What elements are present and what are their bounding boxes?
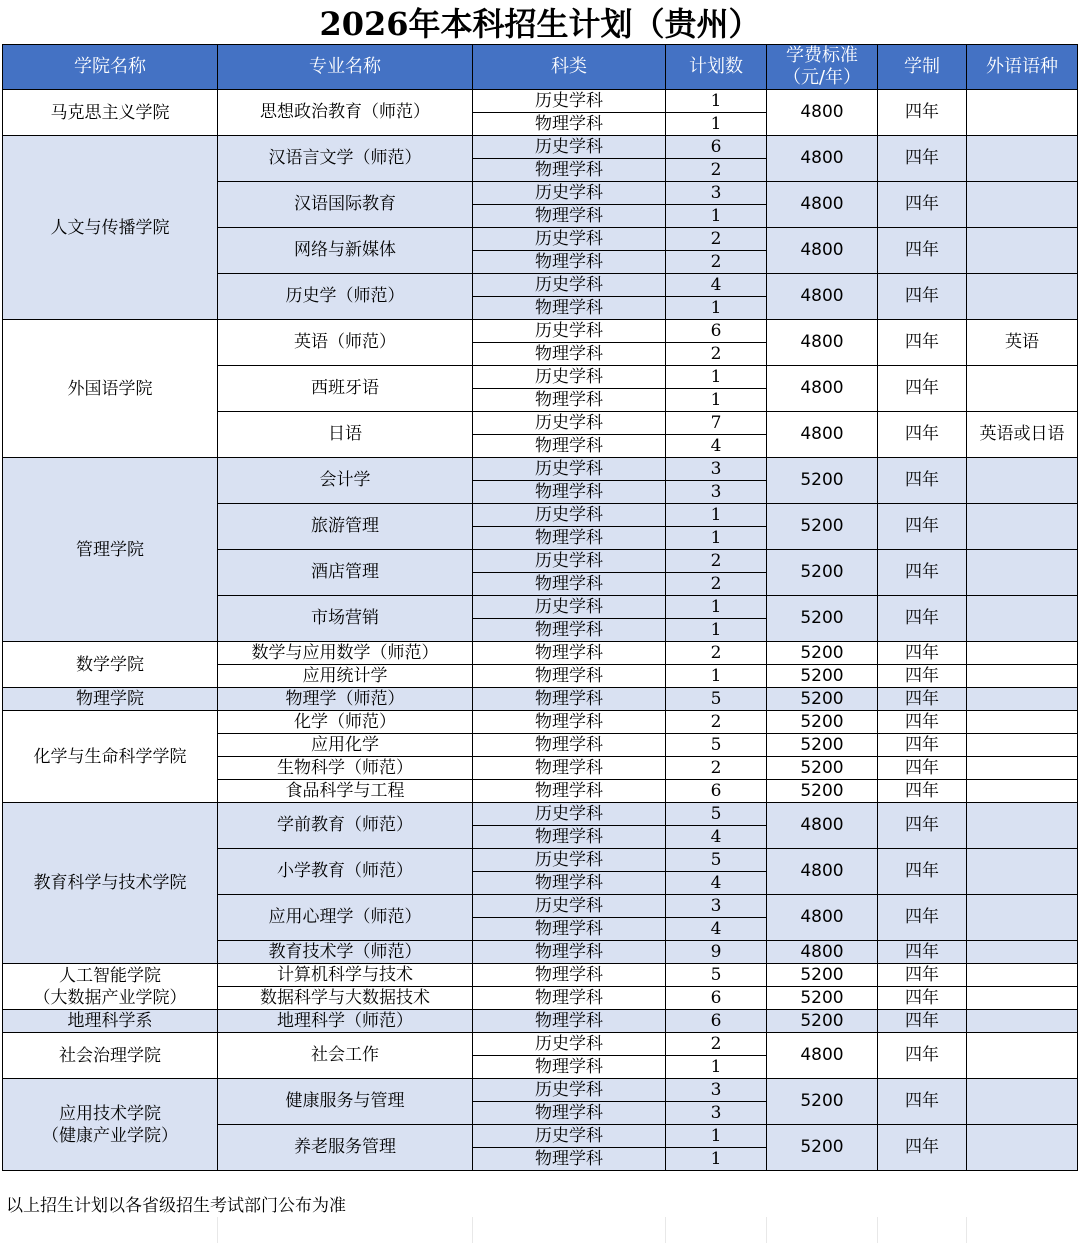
tuition-fee: 4800	[767, 182, 878, 228]
subject-category: 物理学科	[473, 435, 666, 458]
tuition-fee: 4800	[767, 1033, 878, 1079]
study-duration: 四年	[878, 182, 967, 228]
table-row	[3, 1079, 1078, 1102]
subject-category: 物理学科	[473, 780, 666, 803]
footnote: 以上招生计划以各省级招生考试部门公布为准	[6, 1196, 346, 1216]
table-row	[3, 1010, 1078, 1033]
foreign-language	[967, 803, 1078, 849]
header-plan-count: 计划数	[666, 45, 767, 90]
study-duration: 四年	[878, 757, 967, 780]
plan-count: 1	[666, 1125, 767, 1148]
tuition-fee: 4800	[767, 849, 878, 895]
foreign-language	[967, 504, 1078, 550]
subject-category: 物理学科	[473, 826, 666, 849]
school-name	[3, 320, 218, 458]
school-name	[3, 458, 218, 642]
major-name: 西班牙语	[218, 366, 473, 412]
major-name: 生物科学（师范）	[218, 757, 473, 780]
tuition-fee: 4800	[767, 136, 878, 182]
table-row	[3, 1033, 1078, 1056]
plan-count: 2	[666, 711, 767, 734]
study-duration: 四年	[878, 1079, 967, 1125]
foreign-language	[967, 458, 1078, 504]
tuition-fee: 5200	[767, 757, 878, 780]
plan-count: 1	[666, 665, 767, 688]
subject-category: 历史学科	[473, 803, 666, 826]
study-duration: 四年	[878, 596, 967, 642]
foreign-language	[967, 849, 1078, 895]
subject-category: 物理学科	[473, 343, 666, 366]
plan-count: 2	[666, 642, 767, 665]
foreign-language	[967, 688, 1078, 711]
subject-category: 历史学科	[473, 849, 666, 872]
subject-category: 物理学科	[473, 113, 666, 136]
study-duration: 四年	[878, 412, 967, 458]
study-duration: 四年	[878, 688, 967, 711]
major-name: 计算机科学与技术	[218, 964, 473, 987]
major-name: 应用心理学（师范）	[218, 895, 473, 941]
tuition-fee: 5200	[767, 665, 878, 688]
foreign-language	[967, 642, 1078, 665]
school-name	[3, 964, 218, 1010]
major-name: 汉语国际教育	[218, 182, 473, 228]
subject-category: 物理学科	[473, 941, 666, 964]
subject-category: 历史学科	[473, 182, 666, 205]
subject-category: 历史学科	[473, 1033, 666, 1056]
tuition-fee: 4800	[767, 895, 878, 941]
school-name	[3, 1010, 218, 1033]
table-row	[3, 642, 1078, 665]
plan-count: 5	[666, 803, 767, 826]
plan-count: 5	[666, 688, 767, 711]
study-duration: 四年	[878, 711, 967, 734]
foreign-language	[967, 757, 1078, 780]
tuition-fee: 5200	[767, 780, 878, 803]
subject-category: 历史学科	[473, 550, 666, 573]
plan-count: 7	[666, 412, 767, 435]
foreign-language	[967, 987, 1078, 1010]
table-row	[3, 711, 1078, 734]
school-name-text: 外国语学院	[67, 378, 153, 399]
plan-count: 4	[666, 872, 767, 895]
major-name: 网络与新媒体	[218, 228, 473, 274]
foreign-language	[967, 228, 1078, 274]
subject-category: 物理学科	[473, 251, 666, 274]
foreign-language: 英语	[967, 320, 1078, 366]
tuition-fee: 5200	[767, 550, 878, 596]
major-name: 小学教育（师范）	[218, 849, 473, 895]
plan-count: 2	[666, 343, 767, 366]
school-name-text: 化学与生命科学学院	[33, 746, 187, 767]
study-duration: 四年	[878, 987, 967, 1010]
spreadsheet-grid-lines	[0, 1217, 1080, 1243]
school-name	[3, 1079, 218, 1171]
subject-category: 物理学科	[473, 527, 666, 550]
tuition-fee: 5200	[767, 458, 878, 504]
tuition-fee: 4800	[767, 320, 878, 366]
major-name: 食品科学与工程	[218, 780, 473, 803]
school-name	[3, 688, 218, 711]
major-name: 应用化学	[218, 734, 473, 757]
plan-count: 1	[666, 527, 767, 550]
tuition-fee: 4800	[767, 228, 878, 274]
subject-category: 物理学科	[473, 688, 666, 711]
major-name: 地理科学（师范）	[218, 1010, 473, 1033]
foreign-language	[967, 734, 1078, 757]
subject-category: 物理学科	[473, 964, 666, 987]
tuition-fee: 4800	[767, 412, 878, 458]
study-duration: 四年	[878, 780, 967, 803]
major-name: 日语	[218, 412, 473, 458]
tuition-fee: 5200	[767, 1079, 878, 1125]
school-name	[3, 1033, 218, 1079]
foreign-language	[967, 366, 1078, 412]
header-category: 科类	[473, 45, 666, 90]
tuition-fee: 5200	[767, 964, 878, 987]
header-duration: 学制	[878, 45, 967, 90]
study-duration: 四年	[878, 964, 967, 987]
subject-category: 历史学科	[473, 1079, 666, 1102]
study-duration: 四年	[878, 849, 967, 895]
school-name-text: 应用技术学院 （健康产业学院）	[42, 1103, 178, 1146]
subject-category: 历史学科	[473, 90, 666, 113]
tuition-fee: 5200	[767, 642, 878, 665]
plan-count: 2	[666, 757, 767, 780]
school-name	[3, 711, 218, 803]
plan-count: 1	[666, 90, 767, 113]
plan-count: 1	[666, 596, 767, 619]
subject-category: 物理学科	[473, 481, 666, 504]
subject-category: 历史学科	[473, 412, 666, 435]
table-row	[3, 320, 1078, 343]
header-language: 外语语种	[967, 45, 1078, 90]
foreign-language	[967, 596, 1078, 642]
foreign-language	[967, 274, 1078, 320]
study-duration: 四年	[878, 734, 967, 757]
major-name: 物理学（师范）	[218, 688, 473, 711]
foreign-language	[967, 1125, 1078, 1171]
school-name-text: 教育科学与技术学院	[33, 873, 187, 893]
foreign-language	[967, 136, 1078, 182]
subject-category: 物理学科	[473, 1056, 666, 1079]
subject-category: 物理学科	[473, 734, 666, 757]
tuition-fee: 4800	[767, 274, 878, 320]
major-name: 市场营销	[218, 596, 473, 642]
plan-count: 1	[666, 113, 767, 136]
tuition-fee: 4800	[767, 803, 878, 849]
foreign-language	[967, 1033, 1078, 1079]
tuition-fee: 5200	[767, 596, 878, 642]
plan-count: 2	[666, 573, 767, 596]
plan-count: 6	[666, 780, 767, 803]
header-tuition: 学费标准（元/年）	[767, 45, 878, 90]
school-name-text: 人文与传播学院	[50, 217, 170, 238]
plan-count: 3	[666, 481, 767, 504]
tuition-fee: 4800	[767, 90, 878, 136]
tuition-fee: 5200	[767, 987, 878, 1010]
foreign-language	[967, 1010, 1078, 1033]
major-name: 思想政治教育（师范）	[218, 90, 473, 136]
plan-count: 4	[666, 918, 767, 941]
plan-count: 3	[666, 1079, 767, 1102]
school-name	[3, 136, 218, 320]
plan-count: 5	[666, 964, 767, 987]
plan-count: 1	[666, 205, 767, 228]
plan-count: 1	[666, 366, 767, 389]
plan-count: 1	[666, 1056, 767, 1079]
subject-category: 历史学科	[473, 136, 666, 159]
major-name: 教育技术学（师范）	[218, 941, 473, 964]
plan-count: 2	[666, 1033, 767, 1056]
school-name	[3, 90, 218, 136]
table-row	[3, 136, 1078, 159]
school-name-text: 人工智能学院 （大数据产业学院）	[33, 965, 187, 1008]
subject-category: 历史学科	[473, 274, 666, 297]
study-duration: 四年	[878, 895, 967, 941]
plan-count: 9	[666, 941, 767, 964]
plan-count: 6	[666, 136, 767, 159]
subject-category: 物理学科	[473, 642, 666, 665]
study-duration: 四年	[878, 642, 967, 665]
major-name: 数学与应用数学（师范）	[218, 642, 473, 665]
major-name: 旅游管理	[218, 504, 473, 550]
study-duration: 四年	[878, 1010, 967, 1033]
subject-category: 物理学科	[473, 665, 666, 688]
foreign-language	[967, 895, 1078, 941]
school-name-text: 地理科学系	[67, 1011, 153, 1031]
major-name: 养老服务管理	[218, 1125, 473, 1171]
foreign-language	[967, 182, 1078, 228]
major-name: 健康服务与管理	[218, 1079, 473, 1125]
page-title: 2026年本科招生计划（贵州）	[319, 5, 761, 43]
tuition-fee: 5200	[767, 688, 878, 711]
plan-count: 2	[666, 159, 767, 182]
foreign-language: 英语或日语	[967, 412, 1078, 458]
table-row	[3, 458, 1078, 481]
school-name	[3, 803, 218, 964]
header-school: 学院名称	[3, 45, 218, 90]
table-row	[3, 90, 1078, 113]
study-duration: 四年	[878, 1125, 967, 1171]
subject-category: 物理学科	[473, 159, 666, 182]
plan-count: 3	[666, 182, 767, 205]
plan-count: 1	[666, 389, 767, 412]
subject-category: 物理学科	[473, 918, 666, 941]
plan-count: 6	[666, 1010, 767, 1033]
subject-category: 历史学科	[473, 320, 666, 343]
subject-category: 物理学科	[473, 389, 666, 412]
study-duration: 四年	[878, 504, 967, 550]
school-name	[3, 642, 218, 688]
major-name: 历史学（师范）	[218, 274, 473, 320]
subject-category: 物理学科	[473, 205, 666, 228]
major-name: 数据科学与大数据技术	[218, 987, 473, 1010]
school-name-text: 数学学院	[76, 654, 144, 675]
foreign-language	[967, 711, 1078, 734]
plan-count: 4	[666, 274, 767, 297]
study-duration: 四年	[878, 136, 967, 182]
school-name-text: 物理学院	[76, 689, 144, 709]
study-duration: 四年	[878, 1033, 967, 1079]
study-duration: 四年	[878, 366, 967, 412]
study-duration: 四年	[878, 550, 967, 596]
foreign-language	[967, 1079, 1078, 1125]
study-duration: 四年	[878, 90, 967, 136]
subject-category: 历史学科	[473, 596, 666, 619]
foreign-language	[967, 90, 1078, 136]
major-name: 学前教育（师范）	[218, 803, 473, 849]
major-name: 社会工作	[218, 1033, 473, 1079]
major-name: 汉语言文学（师范）	[218, 136, 473, 182]
plan-count: 2	[666, 228, 767, 251]
table-row	[3, 964, 1078, 987]
school-name-text: 马克思主义学院	[50, 102, 170, 123]
major-name: 酒店管理	[218, 550, 473, 596]
school-name-text: 管理学院	[76, 539, 144, 560]
tuition-fee: 5200	[767, 734, 878, 757]
study-duration: 四年	[878, 274, 967, 320]
study-duration: 四年	[878, 458, 967, 504]
study-duration: 四年	[878, 665, 967, 688]
subject-category: 历史学科	[473, 228, 666, 251]
subject-category: 物理学科	[473, 711, 666, 734]
plan-count: 5	[666, 849, 767, 872]
subject-category: 物理学科	[473, 987, 666, 1010]
plan-count: 5	[666, 734, 767, 757]
major-name: 化学（师范）	[218, 711, 473, 734]
plan-count: 4	[666, 826, 767, 849]
subject-category: 物理学科	[473, 872, 666, 895]
tuition-fee: 4800	[767, 366, 878, 412]
enrollment-plan-table	[2, 44, 1078, 1171]
plan-count: 3	[666, 895, 767, 918]
subject-category: 历史学科	[473, 458, 666, 481]
subject-category: 历史学科	[473, 366, 666, 389]
foreign-language	[967, 964, 1078, 987]
table-header-row	[3, 45, 1078, 90]
subject-category: 物理学科	[473, 1010, 666, 1033]
subject-category: 物理学科	[473, 573, 666, 596]
study-duration: 四年	[878, 803, 967, 849]
foreign-language	[967, 941, 1078, 964]
study-duration: 四年	[878, 320, 967, 366]
plan-count: 3	[666, 458, 767, 481]
tuition-fee: 5200	[767, 1010, 878, 1033]
study-duration: 四年	[878, 941, 967, 964]
plan-count: 1	[666, 619, 767, 642]
header-major: 专业名称	[218, 45, 473, 90]
subject-category: 物理学科	[473, 297, 666, 320]
tuition-fee: 4800	[767, 941, 878, 964]
plan-count: 1	[666, 1148, 767, 1171]
plan-count: 2	[666, 251, 767, 274]
foreign-language	[967, 665, 1078, 688]
plan-count: 1	[666, 504, 767, 527]
major-name: 会计学	[218, 458, 473, 504]
table-row	[3, 688, 1078, 711]
plan-count: 3	[666, 1102, 767, 1125]
school-name-text: 社会治理学院	[59, 1045, 161, 1066]
subject-category: 历史学科	[473, 504, 666, 527]
subject-category: 物理学科	[473, 757, 666, 780]
plan-count: 6	[666, 320, 767, 343]
tuition-fee: 5200	[767, 711, 878, 734]
study-duration: 四年	[878, 228, 967, 274]
plan-count: 1	[666, 297, 767, 320]
plan-count: 6	[666, 987, 767, 1010]
subject-category: 历史学科	[473, 1125, 666, 1148]
tuition-fee: 5200	[767, 504, 878, 550]
table-row	[3, 803, 1078, 826]
subject-category: 物理学科	[473, 1148, 666, 1171]
major-name: 英语（师范）	[218, 320, 473, 366]
subject-category: 物理学科	[473, 619, 666, 642]
foreign-language	[967, 780, 1078, 803]
subject-category: 历史学科	[473, 895, 666, 918]
major-name: 应用统计学	[218, 665, 473, 688]
subject-category: 物理学科	[473, 1102, 666, 1125]
tuition-fee: 5200	[767, 1125, 878, 1171]
foreign-language	[967, 550, 1078, 596]
plan-count: 2	[666, 550, 767, 573]
plan-count: 4	[666, 435, 767, 458]
